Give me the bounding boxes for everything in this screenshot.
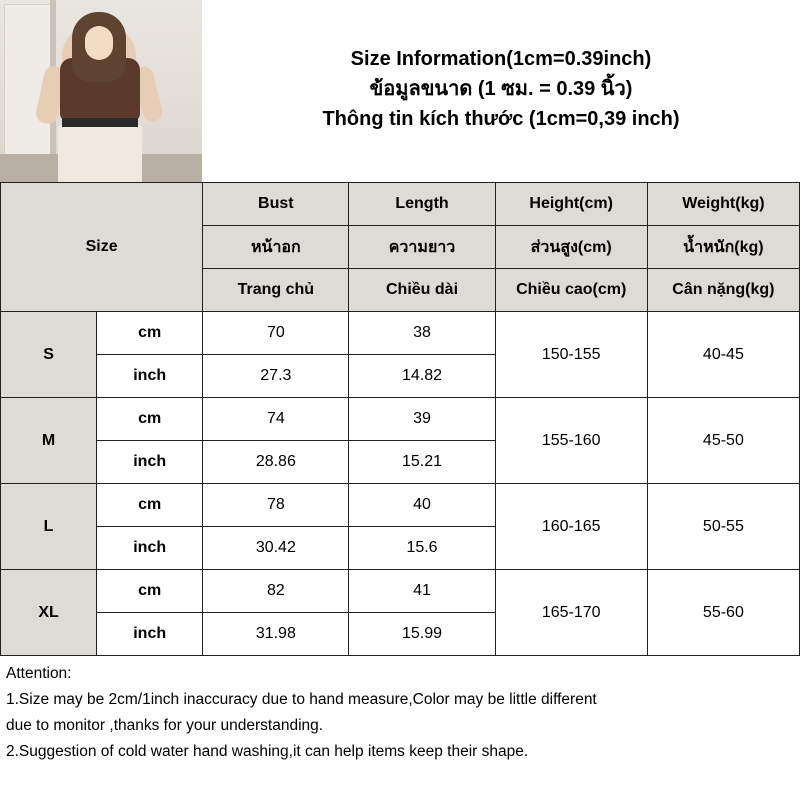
row-xl-weight: 55-60 <box>647 570 799 656</box>
attention-section <box>0 656 800 764</box>
row-l-length-cm: 40 <box>349 484 495 527</box>
table-row <box>1 312 800 355</box>
row-l-height: 160-165 <box>495 484 647 570</box>
row-m-length-inch: 15.21 <box>349 441 495 484</box>
row-xl-unit-inch: inch <box>97 613 203 656</box>
size-header-cell: Size <box>1 183 203 312</box>
row-xl-length-inch: 15.99 <box>349 613 495 656</box>
row-s-unit-cm: cm <box>97 312 203 355</box>
header-length-vi: Chiều dài <box>349 269 495 312</box>
row-m-length-cm: 39 <box>349 398 495 441</box>
row-s-weight: 40-45 <box>647 312 799 398</box>
header-bust-vi: Trang chủ <box>203 269 349 312</box>
photo-model-face <box>85 26 113 60</box>
size-table <box>0 182 800 656</box>
table-row <box>1 570 800 613</box>
row-size-m: M <box>1 398 97 484</box>
table-row <box>1 484 800 527</box>
row-xl-length-cm: 41 <box>349 570 495 613</box>
title-english: Size Information(1cm=0.39inch) <box>350 48 652 70</box>
row-s-unit-inch: inch <box>97 355 203 398</box>
header-length-th: ความยาว <box>349 226 495 269</box>
row-m-unit-inch: inch <box>97 441 203 484</box>
product-photo <box>0 0 202 182</box>
row-size-l: L <box>1 484 97 570</box>
row-s-length-inch: 14.82 <box>349 355 495 398</box>
row-s-height: 150-155 <box>495 312 647 398</box>
title-thai: ข้อมูลขนาด (1 ซม. = 0.39 นิ้ว) <box>369 78 633 100</box>
header-height-en: Height(cm) <box>495 183 647 226</box>
row-size-xl: XL <box>1 570 97 656</box>
row-xl-bust-inch: 31.98 <box>203 613 349 656</box>
header-weight-th: น้ำหนัก(kg) <box>647 226 799 269</box>
row-xl-unit-cm: cm <box>97 570 203 613</box>
row-l-unit-inch: inch <box>97 527 203 570</box>
attention-line-1: 1.Size may be 2cm/1inch inaccuracy due to hand measure,Color may be little different <box>6 691 597 708</box>
row-l-bust-cm: 78 <box>203 484 349 527</box>
row-m-bust-inch: 28.86 <box>203 441 349 484</box>
photo-model-pants <box>58 126 142 182</box>
row-m-unit-cm: cm <box>97 398 203 441</box>
title-vietnamese: Thông tin kích thước (1cm=0,39 inch) <box>322 108 680 130</box>
table-row <box>1 398 800 441</box>
photo-model-belt <box>62 118 138 127</box>
row-l-bust-inch: 30.42 <box>203 527 349 570</box>
row-s-bust-cm: 70 <box>203 312 349 355</box>
header-bust-en: Bust <box>203 183 349 226</box>
row-s-bust-inch: 27.3 <box>203 355 349 398</box>
table-header-row-en <box>1 183 800 226</box>
header-section <box>0 0 800 182</box>
header-height-th: ส่วนสูง(cm) <box>495 226 647 269</box>
attention-line-2: 2.Suggestion of cold water hand washing,it can help items keep their shape. <box>6 743 529 760</box>
row-size-s: S <box>1 312 97 398</box>
row-xl-height: 165-170 <box>495 570 647 656</box>
row-l-unit-cm: cm <box>97 484 203 527</box>
header-weight-vi: Cân nặng(kg) <box>647 269 799 312</box>
row-m-weight: 45-50 <box>647 398 799 484</box>
attention-heading: Attention: <box>6 665 72 682</box>
attention-line-1b: due to monitor ,thanks for your understanding. <box>6 717 324 734</box>
header-bust-th: หน้าอก <box>203 226 349 269</box>
row-l-length-inch: 15.6 <box>349 527 495 570</box>
row-l-weight: 50-55 <box>647 484 799 570</box>
row-m-bust-cm: 74 <box>203 398 349 441</box>
row-m-height: 155-160 <box>495 398 647 484</box>
header-height-vi: Chiều cao(cm) <box>495 269 647 312</box>
title-block <box>202 0 800 182</box>
row-s-length-cm: 38 <box>349 312 495 355</box>
header-length-en: Length <box>349 183 495 226</box>
row-xl-bust-cm: 82 <box>203 570 349 613</box>
header-weight-en: Weight(kg) <box>647 183 799 226</box>
